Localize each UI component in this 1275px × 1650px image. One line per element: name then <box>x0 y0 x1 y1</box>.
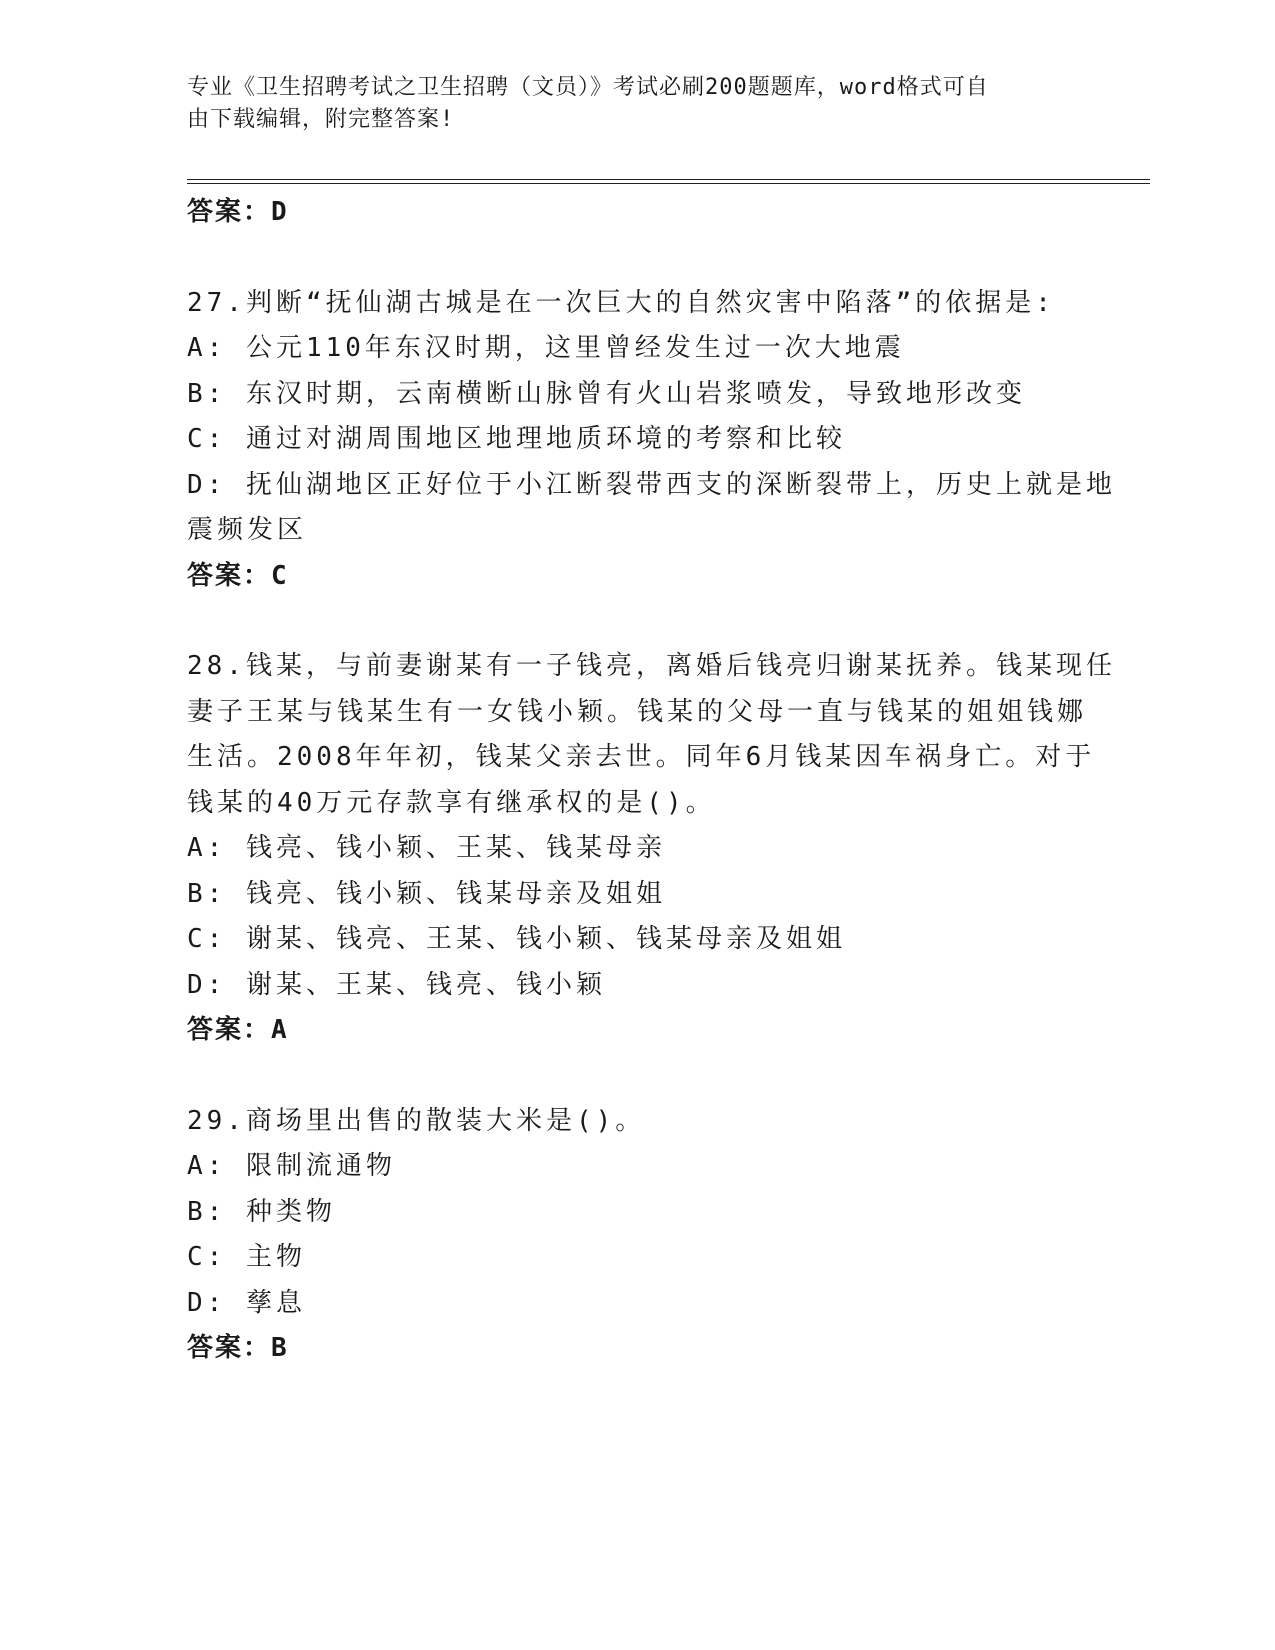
question-29-option-c: C: 主物 <box>187 1242 306 1272</box>
question-28-stem-line1: 28.钱某，与前妻谢某有一子钱亮，离婚后钱亮归谢某抚养。钱某现任 <box>187 651 1116 681</box>
question-28-option-a: A: 钱亮、钱小颖、王某、钱某母亲 <box>187 833 666 863</box>
answer-26: 答案：D <box>187 197 289 227</box>
question-27-option-b: B: 东汉时期，云南横断山脉曾有火山岩浆喷发，导致地形改变 <box>187 378 1026 409</box>
answer-28: 答案：A <box>187 1015 289 1045</box>
question-29-option-d: D: 孳息 <box>187 1287 306 1318</box>
question-27 <box>187 281 1116 600</box>
question-29-stem: 29.商场里出售的散装大米是()。 <box>187 1105 646 1136</box>
header-divider-top <box>187 179 1150 180</box>
question-27-stem: 27.判断“抚仙湖古城是在一次巨大的自然灾害中陷落”的依据是: <box>187 287 1055 318</box>
question-list <box>187 190 1116 1372</box>
document-header <box>187 72 1067 136</box>
question-28-option-b: B: 钱亮、钱小颖、钱某母亲及姐姐 <box>187 878 666 909</box>
question-28-stem-line4: 钱某的40万元存款享有继承权的是()。 <box>187 787 716 818</box>
header-line-1: 专业《卫生招聘考试之卫生招聘（文员）》考试必刷200题题库，word格式可自 <box>187 75 989 100</box>
spacer <box>187 236 1087 281</box>
question-27-option-a: A: 公元110年东汉时期，这里曾经发生过一次大地震 <box>187 333 905 363</box>
question-29-option-a: A: 限制流通物 <box>187 1151 396 1181</box>
header-divider-bottom <box>187 183 1150 184</box>
question-28-option-d: D: 谢某、王某、钱亮、钱小颖 <box>187 969 606 1000</box>
question-28-stem-line2: 妻子王某与钱某生有一女钱小颖。钱某的父母一直与钱某的姐姐钱娜 <box>187 696 1088 727</box>
question-29-option-b: B: 种类物 <box>187 1196 336 1227</box>
question-27-option-d-line2: 震频发区 <box>187 515 308 545</box>
question-27-option-d-line1: D: 抚仙湖地区正好位于小江断裂带西支的深断裂带上，历史上就是地 <box>187 469 1116 500</box>
question-28-stem-line3: 生活。2008年年初，钱某父亲去世。同年6月钱某因车祸身亡。对于 <box>187 742 1096 772</box>
spacer <box>187 1054 1087 1099</box>
question-28-option-c: C: 谢某、钱亮、王某、钱小颖、钱某母亲及姐姐 <box>187 924 846 954</box>
question-29 <box>187 1099 1087 1372</box>
question-27-option-c: C: 通过对湖周围地区地理地质环境的考察和比较 <box>187 424 846 454</box>
header-line-2: 由下载编辑，附完整答案! <box>187 107 455 132</box>
answer-29: 答案：B <box>187 1333 289 1363</box>
spacer <box>187 599 1087 644</box>
question-28 <box>187 644 1116 1054</box>
answer-27: 答案：C <box>187 560 289 591</box>
